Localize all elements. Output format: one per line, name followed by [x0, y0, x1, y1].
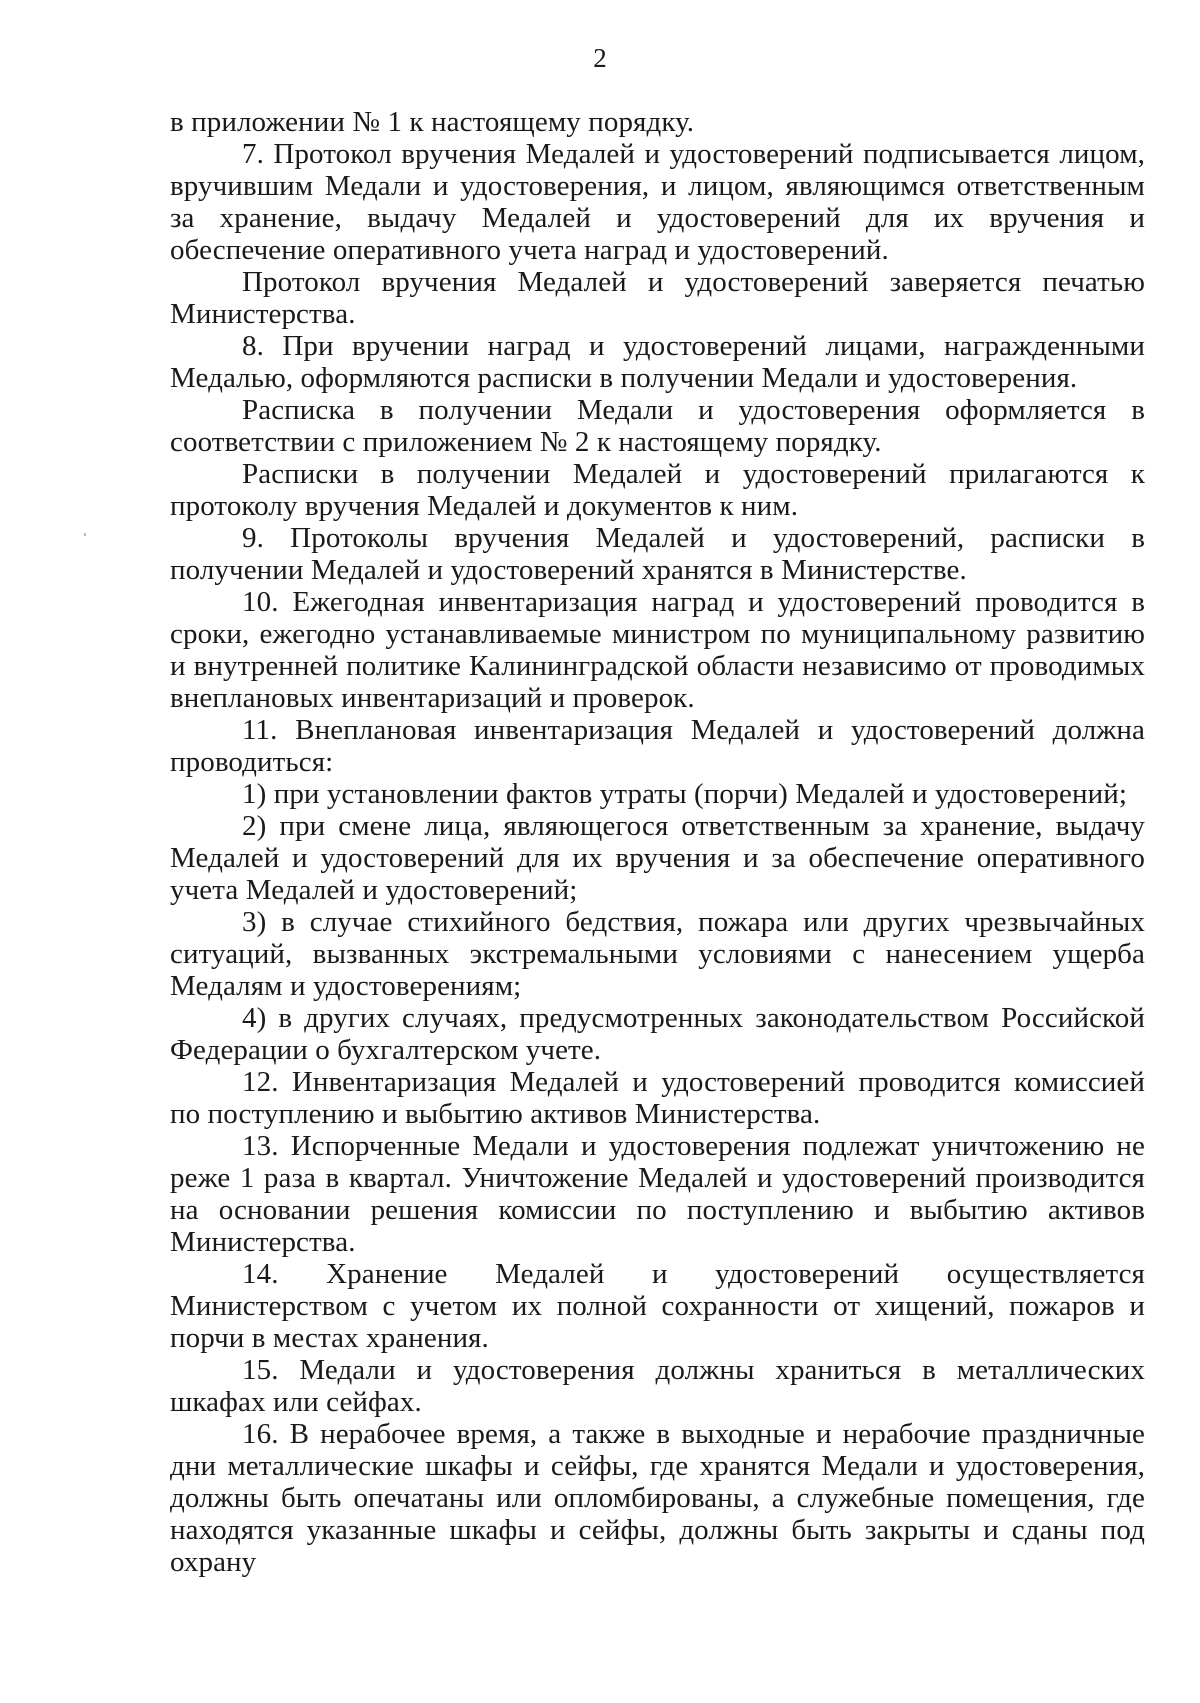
scan-artifact-dot: [84, 533, 86, 536]
paragraph-receipt-form: Расписка в получении Медали и удостоверения оформляется в соответствии с приложением № 2 к настоящему порядку.: [170, 394, 1145, 458]
paragraph-item-12: 12. Инвентаризация Медалей и удостоверений проводится комиссией по поступлению и выбытию активов Министерства.: [170, 1066, 1145, 1130]
page-number: 2: [593, 43, 607, 73]
paragraph-item-7: 7. Протокол вручения Медалей и удостоверений подписывается лицом, вручившим Медали и удостоверения, и лицом, являющимся ответственным за хранение, выдачу Медалей и удостоверений для их вручения и обеспечение оперативного учета наград и удостоверений.: [170, 138, 1145, 266]
paragraph-item-13: 13. Испорченные Медали и удостоверения подлежат уничтожению не реже 1 раза в квартал. Уничтожение Медалей и удостоверений производится на основании решения комиссии по поступлению и выбытию активов Министерства.: [170, 1130, 1145, 1258]
paragraph-item-11-sub-3: 3) в случае стихийного бедствия, пожара или других чрезвычайных ситуаций, вызванных экстремальными условиями с нанесением ущерба Медалям и удостоверениям;: [170, 906, 1145, 1002]
document-body: [170, 106, 1145, 1578]
paragraph-item-16: 16. В нерабочее время, а также в выходные и нерабочие праздничные дни металлические шкафы и сейфы, где хранятся Медали и удостоверения, должны быть опечатаны или опломбированы, а служебные помещения, где находятся указанные шкафы и сейфы, должны быть закрыты и сданы под охрану: [170, 1418, 1145, 1578]
paragraph-item-9: 9. Протоколы вручения Медалей и удостоверений, расписки в получении Медалей и удостоверений хранятся в Министерстве.: [170, 522, 1145, 586]
paragraph-item-11-sub-4: 4) в других случаях, предусмотренных законодательством Российской Федерации о бухгалтерском учете.: [170, 1002, 1145, 1066]
paragraph-item-10: 10. Ежегодная инвентаризация наград и удостоверений проводится в сроки, ежегодно устанавливаемые министром по муниципальному развитию и внутренней политике Калининградской области независимо от проводимых внеплановых инвентаризаций и проверок.: [170, 586, 1145, 714]
paragraph-protocol-seal: Протокол вручения Медалей и удостоверений заверяется печатью Министерства.: [170, 266, 1145, 330]
paragraph-receipts-attached: Расписки в получении Медалей и удостоверений прилагаются к протоколу вручения Медалей и документов к ним.: [170, 458, 1145, 522]
paragraph-continuation: в приложении № 1 к настоящему порядку.: [170, 106, 695, 138]
paragraph-item-11-sub-1: 1) при установлении фактов утраты (порчи) Медалей и удостоверений;: [242, 778, 1128, 810]
paragraph-item-11: 11. Внеплановая инвентаризация Медалей и удостоверений должна проводиться:: [170, 714, 1145, 778]
paragraph-item-15: 15. Медали и удостоверения должны храниться в металлических шкафах или сейфах.: [170, 1354, 1145, 1418]
paragraph-item-11-sub-2: 2) при смене лица, являющегося ответственным за хранение, выдачу Медалей и удостоверений для их вручения и за обеспечение оперативного учета Медалей и удостоверений;: [170, 810, 1145, 906]
paragraph-item-8: 8. При вручении наград и удостоверений лицами, награжденными Медалью, оформляются расписки в получении Медали и удостоверения.: [170, 330, 1145, 394]
paragraph-item-14: 14. Хранение Медалей и удостоверений осуществляется Министерством с учетом их полной сохранности от хищений, пожаров и порчи в местах хранения.: [170, 1258, 1145, 1354]
